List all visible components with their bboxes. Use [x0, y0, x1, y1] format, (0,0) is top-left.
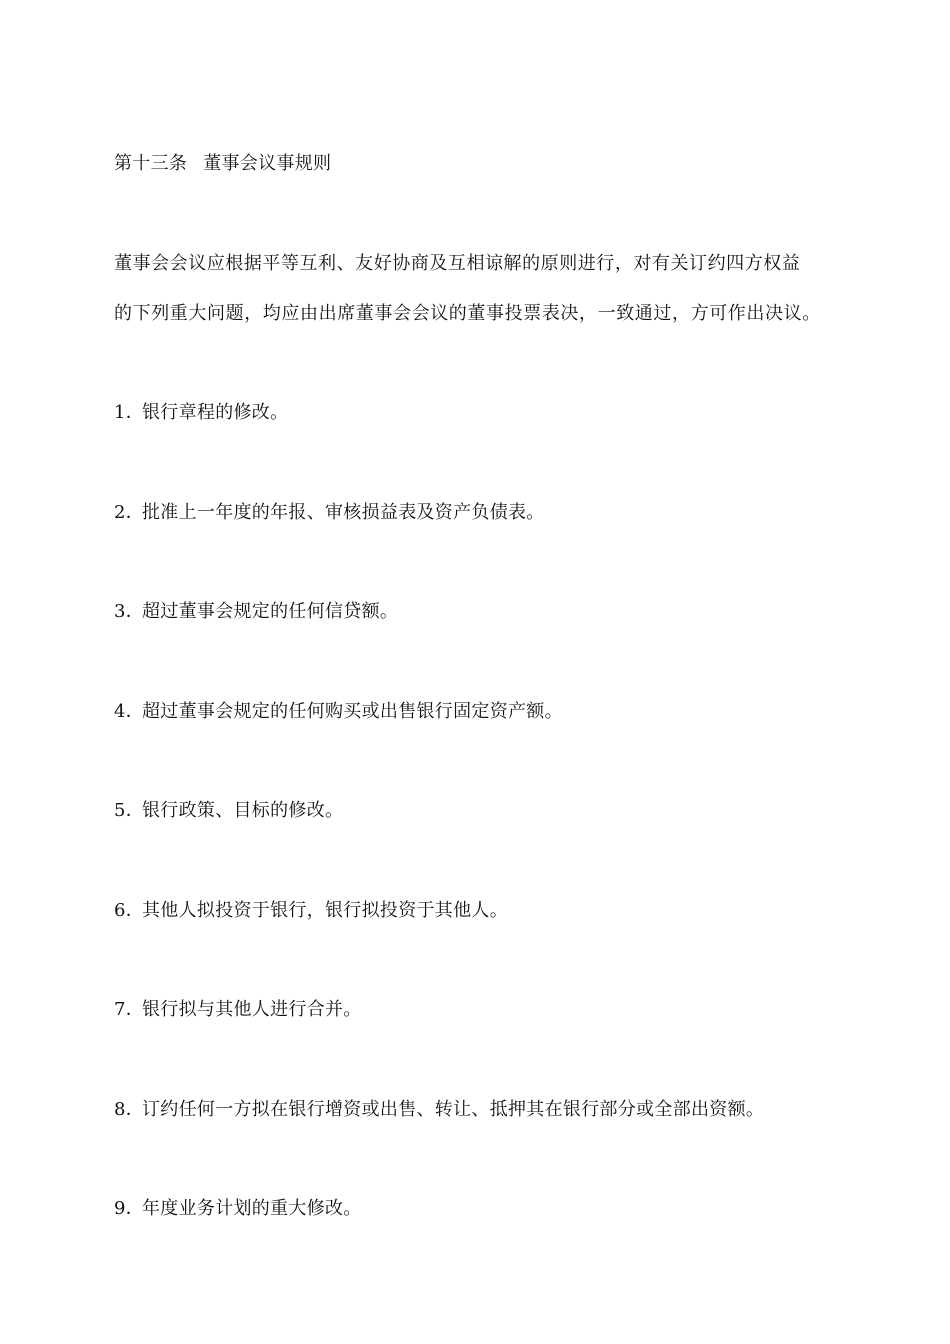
- list-item-text: 银行拟与其他人进行合并。: [142, 999, 362, 1020]
- list-item-text: 超过董事会规定的任何信贷额。: [142, 601, 399, 622]
- intro-paragraph-line-1: 董事会会议应根据平等互利、友好协商及互相谅解的原则进行，对有关订约四方权益: [114, 253, 801, 274]
- article-number: 第十三条: [114, 153, 188, 174]
- list-item-text: 其他人拟投资于银行，银行拟投资于其他人。: [142, 900, 508, 921]
- list-item-index: 4．: [114, 701, 145, 722]
- list-item: [114, 401, 288, 425]
- list-item-text: 批准上一年度的年报、审核损益表及资产负债表。: [142, 502, 545, 523]
- list-item-text: 订约任何一方拟在银行增资或出售、转让、抵押其在银行部分或全部出资额。: [142, 1099, 765, 1120]
- list-item: [114, 501, 545, 525]
- intro-paragraph-line-2: 的下列重大问题，均应由出席董事会会议的董事投票表决，一致通过，方可作出决议。: [114, 303, 821, 324]
- list-item: [114, 799, 343, 823]
- list-item-index: 9．: [114, 1198, 145, 1219]
- article-title: 董事会议事规则: [203, 153, 332, 174]
- list-item: [114, 700, 563, 724]
- list-item: [114, 1197, 362, 1221]
- list-item: [114, 1098, 764, 1122]
- list-item-index: 7．: [114, 999, 145, 1020]
- list-item-index: 1．: [114, 402, 145, 423]
- list-item: [114, 899, 508, 923]
- list-item-text: 银行章程的修改。: [142, 402, 289, 423]
- list-item-index: 5．: [114, 800, 145, 821]
- list-item: [114, 600, 398, 624]
- list-item-text: 超过董事会规定的任何购买或出售银行固定资产额。: [142, 701, 563, 722]
- list-item-index: 3．: [114, 601, 145, 622]
- list-item-text: 年度业务计划的重大修改。: [142, 1198, 362, 1219]
- list-item-index: 2．: [114, 502, 145, 523]
- list-item-text: 银行政策、目标的修改。: [142, 800, 344, 821]
- list-item-index: 8．: [114, 1099, 145, 1120]
- article-heading: [114, 152, 331, 176]
- list-item-index: 6．: [114, 900, 145, 921]
- list-item: [114, 998, 362, 1022]
